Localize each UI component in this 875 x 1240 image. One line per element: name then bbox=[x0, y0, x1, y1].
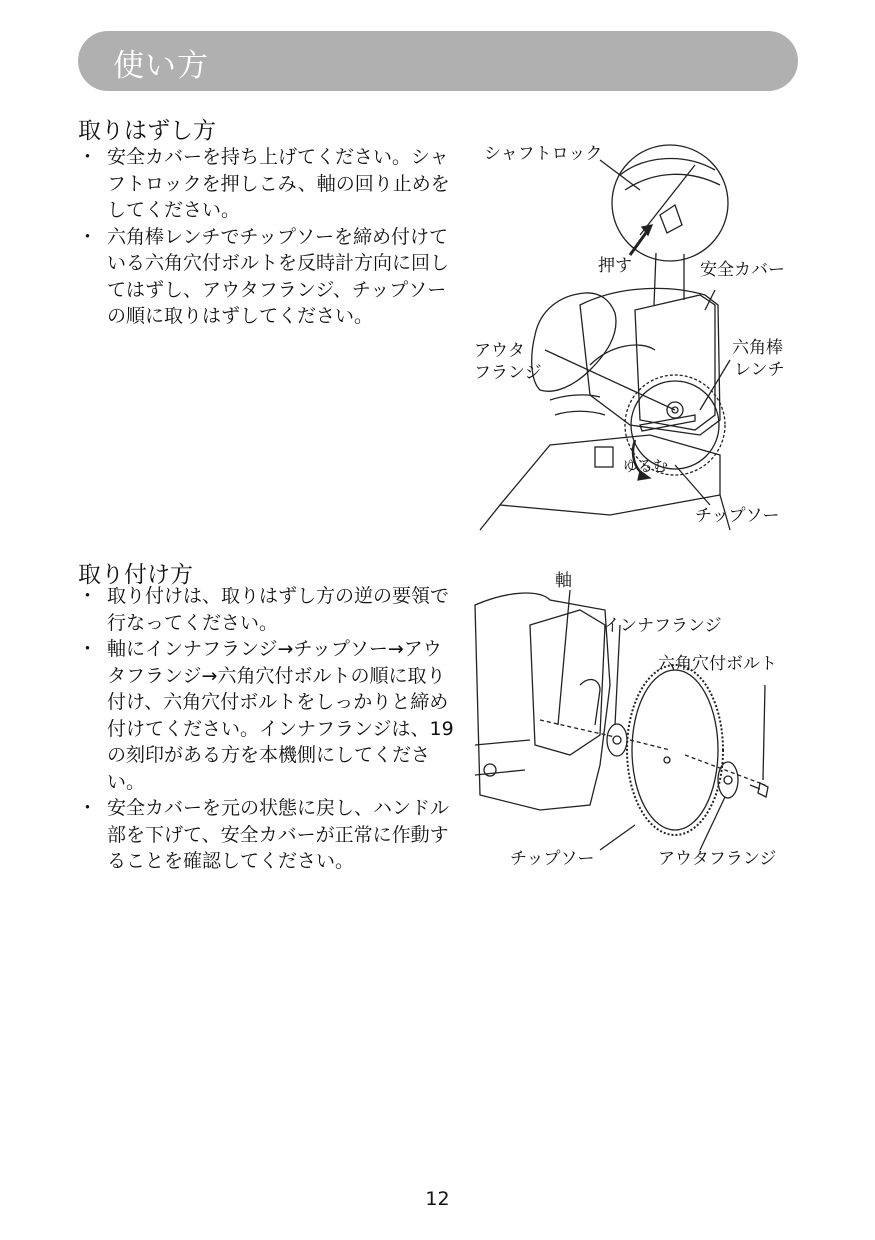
label-shaft: 軸 bbox=[555, 571, 572, 591]
label-outer-flange-install: アウタフランジ bbox=[658, 849, 777, 869]
label-hex-wrench-1: 六角棒 bbox=[732, 338, 783, 358]
header-bar bbox=[78, 31, 798, 91]
removal-steps bbox=[78, 144, 458, 330]
page-number: 12 bbox=[425, 1188, 450, 1210]
removal-step-2: ・ 六角棒レンチでチップソーを締め付けている六角穴付ボルトを反時計方向に回してはずし、アウタフランジ、チップソーの順に取りはずしてください。 bbox=[78, 224, 458, 330]
install-heading: 取り付け方 bbox=[78, 562, 193, 588]
removal-figure bbox=[470, 135, 800, 535]
label-shaft-lock: シャフトロック bbox=[484, 144, 603, 164]
install-steps bbox=[78, 583, 458, 875]
install-step-2: ・ 軸にインナフランジ→チップソー→アウタフランジ→六角穴付ボルトの順に取り付け、六角穴付ボルトをしっかりと締め付けてください。インナフランジは、19 の刻印がある方を本機側にしてください。 bbox=[78, 636, 458, 795]
label-loosen: ゆるむ bbox=[623, 457, 669, 475]
removal-heading: 取りはずし方 bbox=[78, 118, 216, 144]
label-tip-saw-2: チップソー bbox=[510, 849, 595, 869]
label-outer-flange-2: フランジ bbox=[474, 363, 542, 383]
magnifier-circle bbox=[612, 145, 728, 261]
install-illustration bbox=[470, 565, 800, 875]
label-hex-socket-bolt: 六角穴付ボルト bbox=[658, 654, 777, 674]
install-figure bbox=[470, 565, 800, 875]
label-safety-cover: 安全カバー bbox=[700, 260, 785, 280]
label-tip-saw: チップソー bbox=[695, 506, 780, 526]
page-title: 使い方 bbox=[113, 48, 209, 84]
removal-step-1: ・ 安全カバーを持ち上げてください。シャフトロックを押しこみ、軸の回り止めをしてください。 bbox=[78, 144, 458, 224]
label-push: 押す bbox=[598, 256, 632, 276]
install-step-1: ・ 取り付けは、取りはずし方の逆の要領で行なってください。 bbox=[78, 583, 458, 636]
label-inner-flange: インナフランジ bbox=[603, 616, 722, 636]
label-hex-wrench-2: レンチ bbox=[734, 360, 785, 380]
label-outer-flange-1: アウタ bbox=[474, 341, 525, 361]
install-step-3: ・ 安全カバーを元の状態に戻し、ハンドル部を下げて、安全カバーが正常に作動することを確認してください。 bbox=[78, 795, 458, 875]
